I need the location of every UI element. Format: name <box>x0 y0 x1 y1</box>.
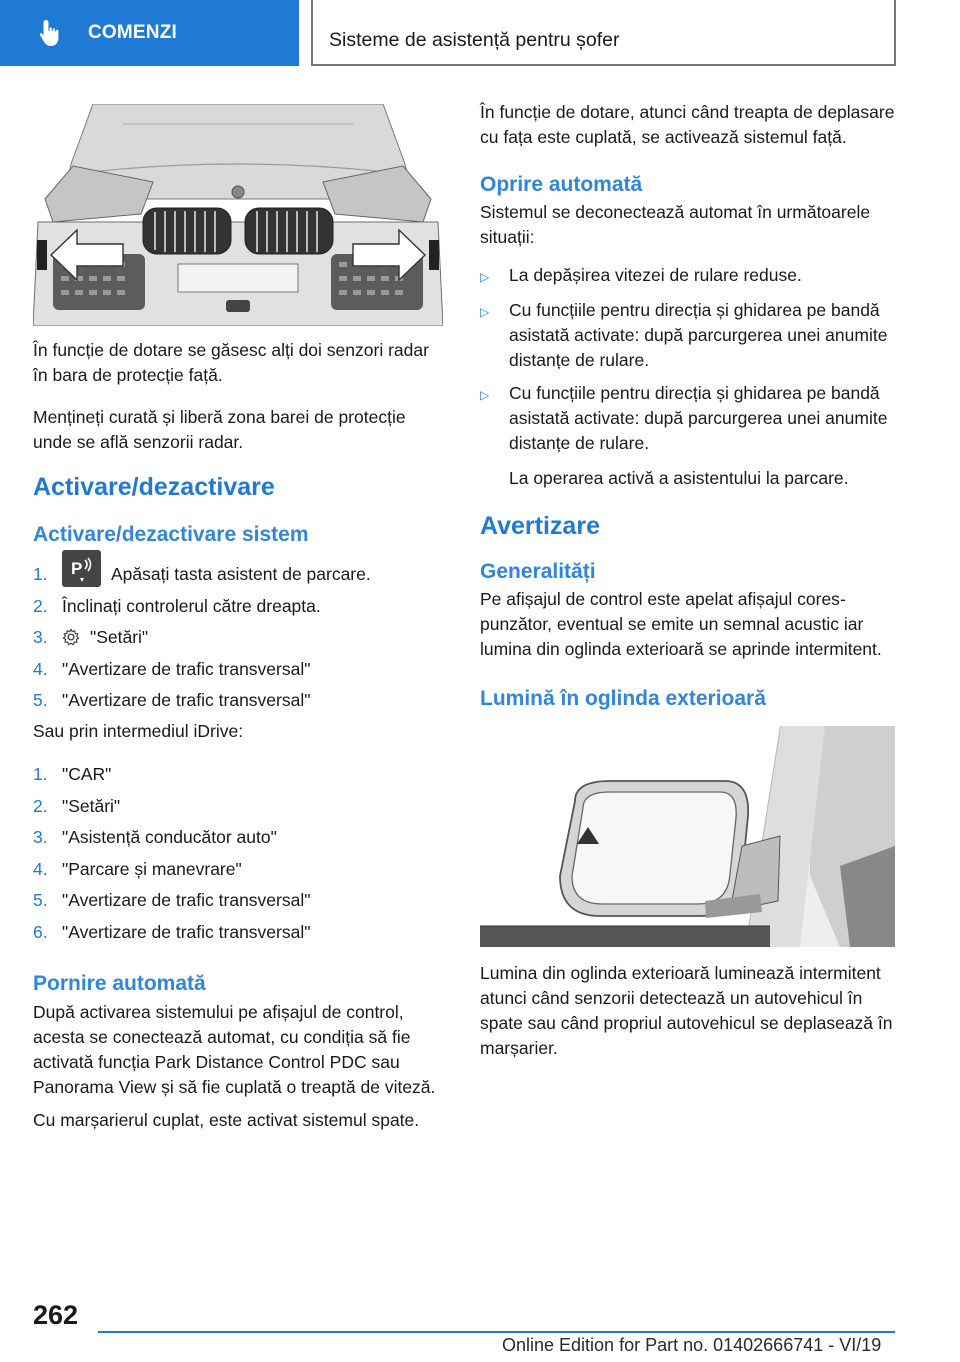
section-tab[interactable] <box>0 0 299 66</box>
step-number: 5. <box>33 690 48 710</box>
right-column <box>480 100 898 1078</box>
paragraph: Lumina din oglinda exterioară luminează intermitent atunci când senzorii detectează un autovehicul în spate sau când propriul autovehicul se deplasează în marșarier. <box>480 963 893 1058</box>
park-assist-button-icon <box>62 550 101 587</box>
step-number: 3. <box>33 627 48 647</box>
auto-stop-conditions <box>480 263 898 456</box>
list-item <box>480 381 898 456</box>
list-item <box>33 825 443 850</box>
car-front-illustration <box>33 104 443 326</box>
heading-auto-start: Pornire automată <box>33 971 206 995</box>
list-item <box>33 625 443 650</box>
left-column <box>33 104 443 1150</box>
step-text: "Avertizare de trafic transversal" <box>62 890 311 910</box>
bullet-text: La depășirea vitezei de rulare reduse. <box>509 265 802 285</box>
hand-pointer-icon <box>36 18 66 48</box>
list-item <box>33 762 443 787</box>
gear-icon <box>62 628 80 646</box>
step-number: 6. <box>33 921 48 942</box>
step-text: "Avertizare de trafic transversal" <box>62 658 311 679</box>
heading-mirror-light: Lumină în oglinda exterioară <box>480 687 766 710</box>
section-tab-label: COMENZI <box>88 22 178 43</box>
list-item <box>33 594 443 619</box>
paragraph: Sau prin intermediul iDrive: <box>33 721 244 741</box>
side-mirror-illustration <box>480 726 895 947</box>
step-number: 1. <box>33 564 48 584</box>
step-text: "Parcare și manevrare" <box>62 858 242 879</box>
list-item <box>33 688 443 713</box>
bullet-triangle-icon: ▷ <box>480 270 490 284</box>
paragraph: În funcție de dotare se găsesc alți doi senzori radar în bara de protecție față. <box>33 340 429 385</box>
list-item <box>33 888 443 913</box>
step-text: Apăsați tasta asistent de parcare. <box>111 564 371 584</box>
list-item <box>33 920 443 945</box>
step-text: "Setări" <box>90 627 149 647</box>
footer-divider <box>98 1331 895 1333</box>
step-text: "CAR" <box>62 764 112 784</box>
idrive-steps <box>33 762 443 945</box>
paragraph: După activarea sistemului pe afișajul de control, acesta se conectează automat, cu condiția să fie activată funcția Park Distance Control PDC sau Panorama View și să fie cuplată o treaptă de viteză. <box>33 1001 436 1097</box>
heading-activation-system: Activare/dezactivare sistem <box>33 523 309 546</box>
paragraph: În funcție de dotare, atunci când treapta de deplasare cu fața este cuplată, se activează sistemul față. <box>480 102 895 147</box>
page-number: 262 <box>33 1300 79 1330</box>
heading-warning: Avertizare <box>480 512 600 540</box>
heading-general: Generalități <box>480 560 596 583</box>
step-text: "Avertizare de trafic transversal" <box>62 690 311 710</box>
list-item <box>480 298 898 373</box>
svg-text:P: P <box>71 559 83 578</box>
heading-activation: Activare/dezactivare <box>33 473 275 501</box>
page-title: Sisteme de asistență pentru șofer <box>329 29 620 51</box>
heading-auto-stop: Oprire automată <box>480 173 643 196</box>
step-number: 1. <box>33 764 48 784</box>
list-item <box>33 794 443 819</box>
list-item <box>33 857 443 882</box>
step-number: 2. <box>33 795 48 816</box>
bullet-text: Cu funcțiile pentru direcția și ghidarea pe bandă asistată activate: după parcurgerea unei anumite distanțe de rulare. <box>509 383 888 453</box>
step-number: 2. <box>33 595 48 616</box>
step-text: "Asistență conducător auto" <box>62 827 277 847</box>
list-item <box>480 263 898 290</box>
step-number: 4. <box>33 858 48 879</box>
step-number: 4. <box>33 658 48 679</box>
step-number: 3. <box>33 827 48 847</box>
bullet-text: Cu funcțiile pentru direcția și ghidarea pe bandă asistată activate: după parcurgerea unei anumite distanțe de rulare. <box>509 300 888 370</box>
step-number: 5. <box>33 890 48 910</box>
list-item <box>33 657 443 682</box>
paragraph: Sistemul se deconectează automat în următoarele situații: <box>480 202 871 247</box>
step-text: "Avertizare de trafic transversal" <box>62 921 311 942</box>
bullet-triangle-icon: ▷ <box>480 388 490 402</box>
step-text: Înclinați controlerul către dreapta. <box>62 595 321 616</box>
paragraph: Cu marșarierul cuplat, este activat sistemul spate. <box>33 1109 420 1130</box>
bullet-triangle-icon: ▷ <box>480 305 490 319</box>
activation-steps <box>33 559 443 713</box>
paragraph: Pe afișajul de control este apelat afișajul corespunzător, eventual se emite un semnal acustic iar lumina din oglinda exterioară se aprinde intermitent. <box>480 589 882 659</box>
bullet-subtext: La operarea activă a asistentului la parcare. <box>509 468 849 488</box>
list-item <box>33 559 443 587</box>
paragraph: Mențineți curată și liberă zona barei de protecție unde se află senzorii radar. <box>33 407 406 452</box>
step-text: "Setări" <box>62 795 121 816</box>
footer-edition: Online Edition for Part no. 01402666741 - VI/19 <box>502 1335 882 1355</box>
header-title-box <box>311 0 896 66</box>
